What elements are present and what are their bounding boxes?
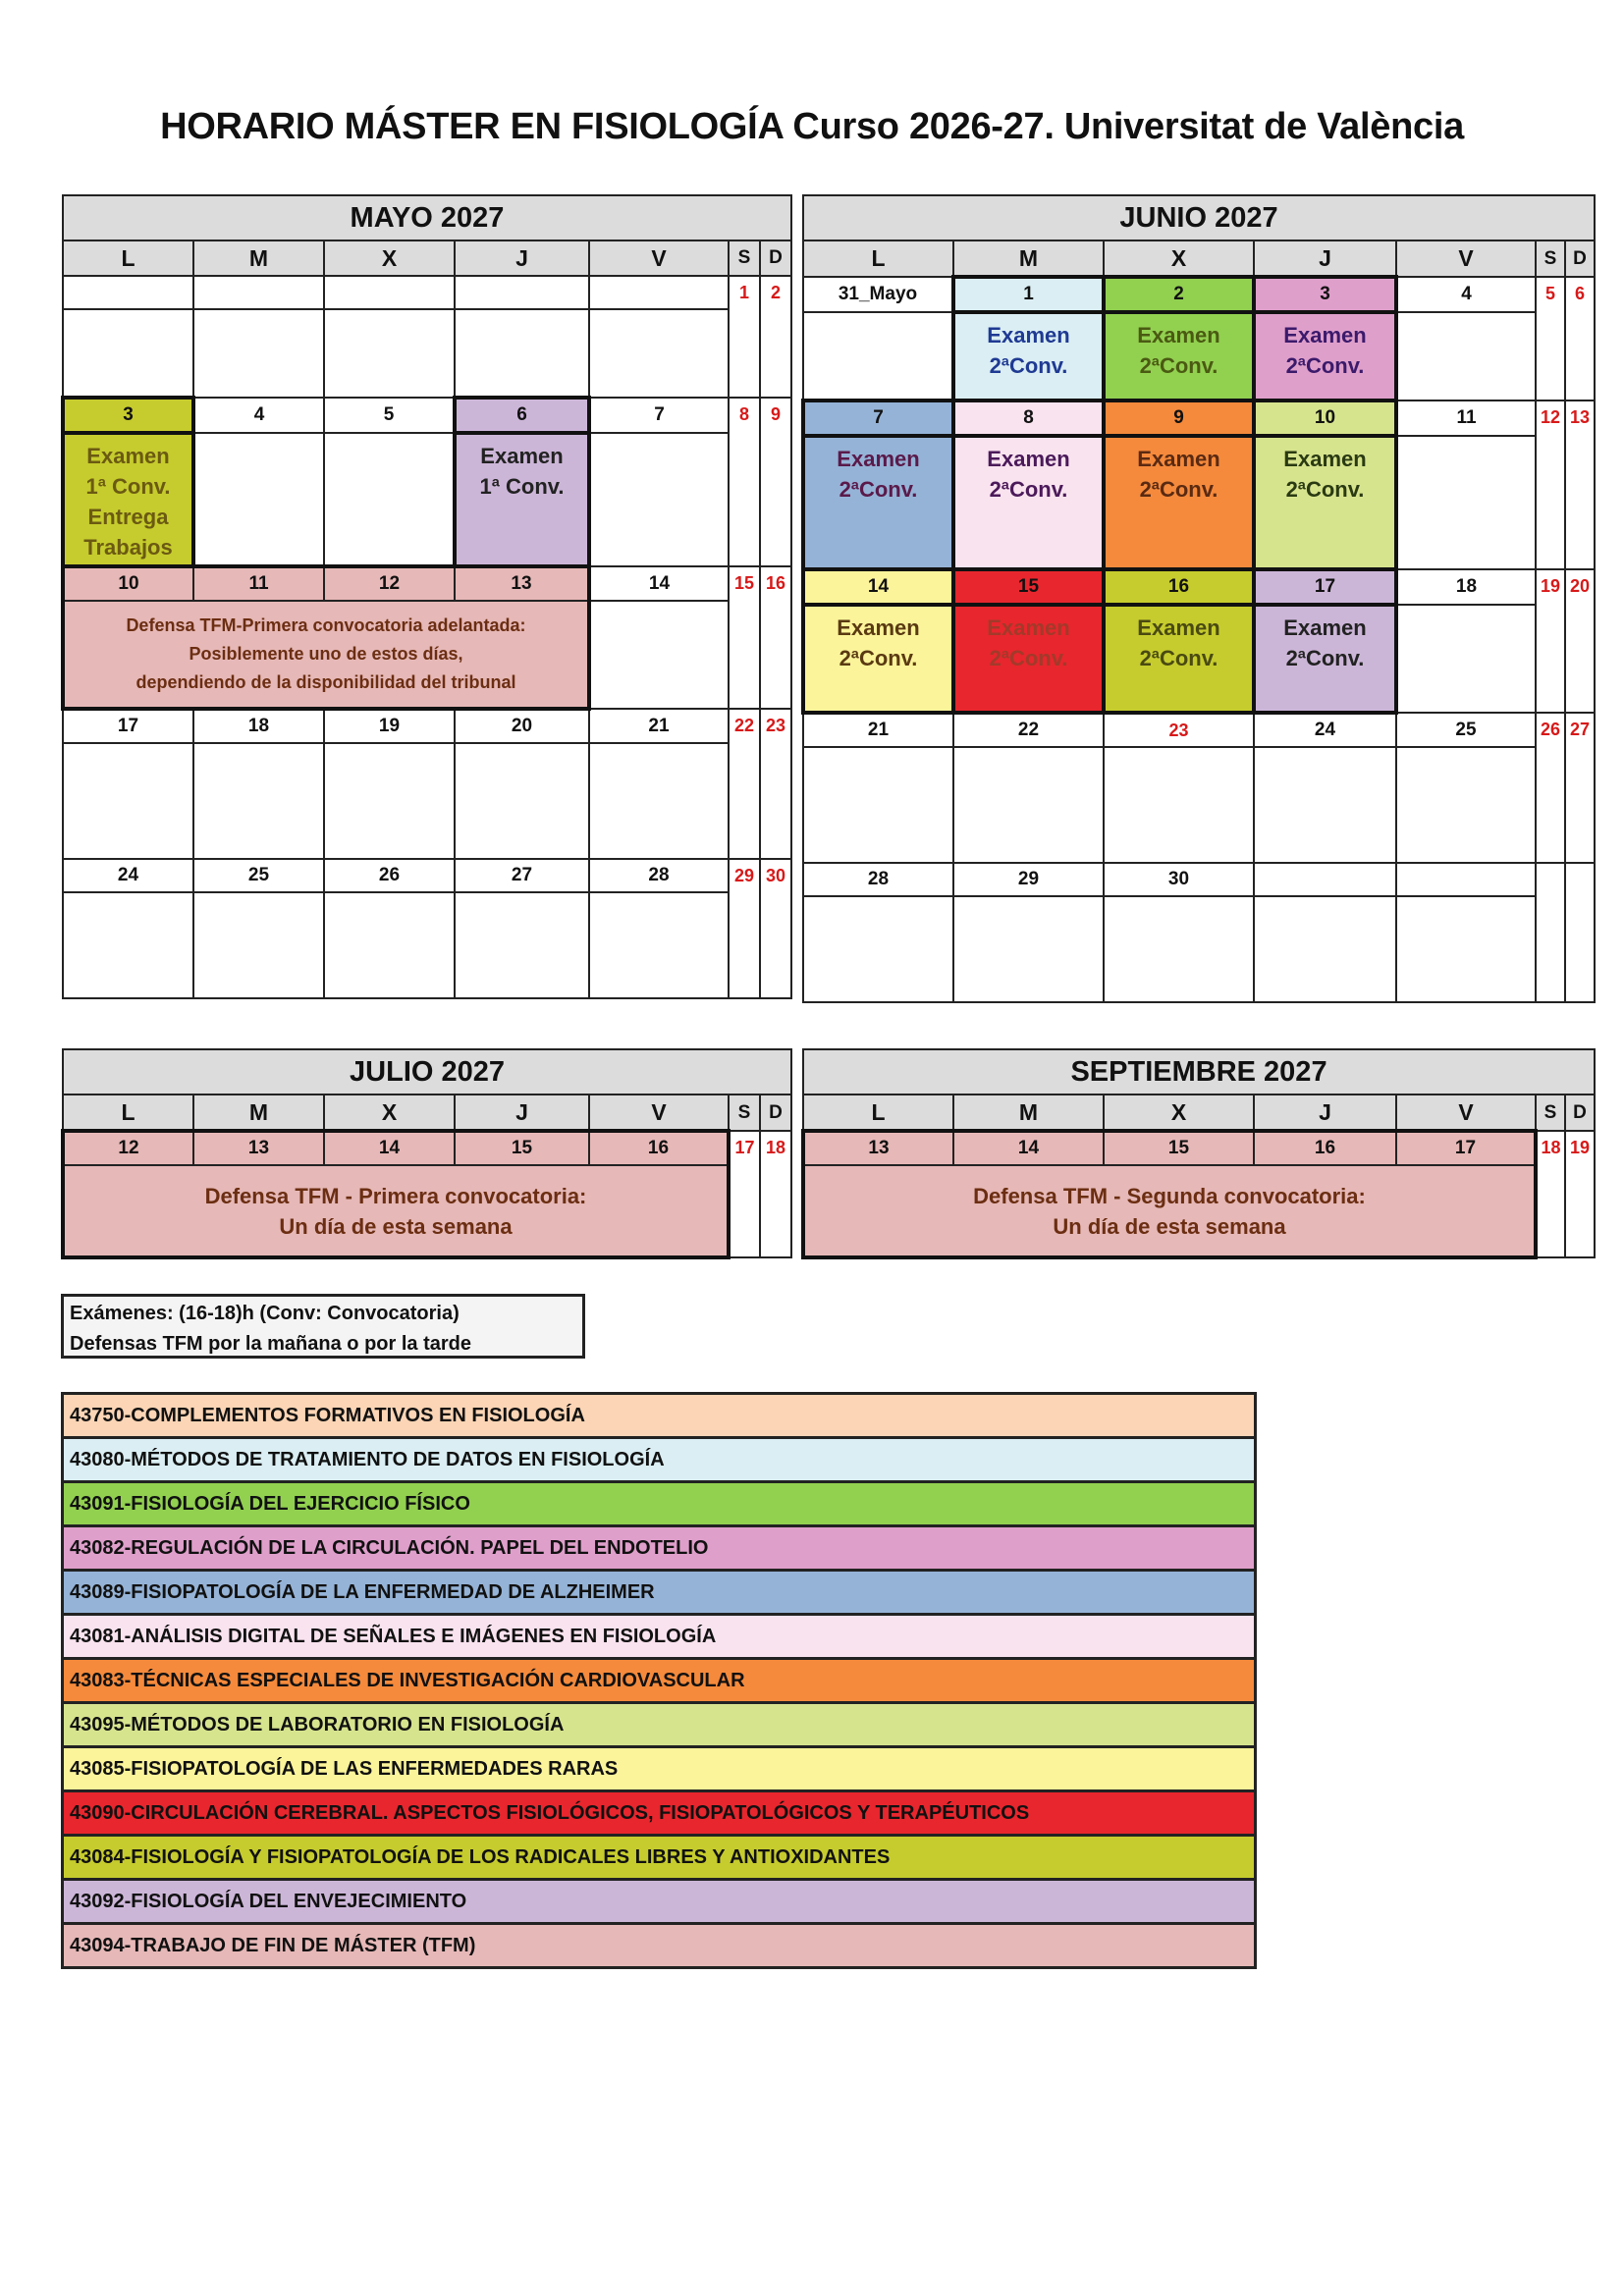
weekend-day: 5 bbox=[1536, 277, 1565, 400]
day-number bbox=[1396, 863, 1536, 896]
legend-item: 43091-FISIOLOGÍA DEL EJERCICIO FÍSICO bbox=[63, 1482, 1256, 1526]
day-number: 4 bbox=[1396, 277, 1536, 312]
day-number: 15 bbox=[953, 569, 1104, 605]
day-cell bbox=[803, 312, 953, 400]
exam-line: 1ª Conv. bbox=[479, 474, 565, 499]
defensa-line: Defensa TFM - Segunda convocatoria: bbox=[973, 1183, 1366, 1208]
day-number: 15 bbox=[455, 1131, 589, 1165]
exam-line: 2ªConv. bbox=[989, 477, 1068, 502]
exam-line: 2ªConv. bbox=[1139, 646, 1218, 670]
day-number bbox=[589, 276, 729, 309]
exam-line: Examen bbox=[1283, 615, 1367, 640]
day-number: 18 bbox=[193, 709, 324, 743]
weekday-l: L bbox=[63, 1095, 193, 1131]
notes-line: Defensas TFM por la mañana o por la tarde bbox=[70, 1333, 471, 1355]
exam-line: 2ªConv. bbox=[1139, 353, 1218, 378]
weekday-m: M bbox=[953, 240, 1104, 277]
day-number bbox=[324, 276, 455, 309]
weekend-day bbox=[1536, 863, 1565, 1002]
exam-line: Examen bbox=[987, 447, 1070, 471]
day-number: 28 bbox=[803, 863, 953, 896]
day-number-holiday: 23 bbox=[1104, 713, 1254, 747]
legend-item: 43090-CIRCULACIÓN CEREBRAL. ASPECTOS FISIOLÓGICOS, FISIOPATOLÓGICOS Y TERAPÉUTICOS bbox=[63, 1791, 1256, 1836]
legend-item: 43084-FISIOLOGÍA Y FISIOPATOLOGÍA DE LOS RADICALES LIBRES Y ANTIOXIDANTES bbox=[63, 1836, 1256, 1880]
day-cell bbox=[1254, 747, 1396, 863]
weekend-day: 30 bbox=[760, 859, 791, 998]
day-number: 30 bbox=[1104, 863, 1254, 896]
day-number: 25 bbox=[1396, 713, 1536, 747]
defensa-line: Un día de esta semana bbox=[1053, 1213, 1286, 1239]
day-cell bbox=[803, 896, 953, 1002]
weekday-j: J bbox=[1254, 240, 1396, 277]
exam-line: Examen bbox=[1283, 447, 1367, 471]
weekday-x: X bbox=[324, 240, 455, 276]
weekend-day: 20 bbox=[1565, 569, 1595, 713]
day-cell bbox=[1396, 896, 1536, 1002]
weekday-s: S bbox=[1536, 240, 1565, 277]
day-number: 3 bbox=[1254, 277, 1396, 312]
notes-line: Exámenes: (16-18)h (Conv: Convocatoria) bbox=[70, 1303, 460, 1324]
day-number: 28 bbox=[589, 859, 729, 892]
subject-legend bbox=[61, 1392, 1257, 1969]
weekday-v: V bbox=[1396, 1095, 1536, 1131]
exam-line: Examen bbox=[1283, 323, 1367, 347]
exam-line: 1ª Conv. bbox=[85, 474, 171, 499]
weekend-day: 13 bbox=[1565, 400, 1595, 569]
exam-line: 2ªConv. bbox=[1285, 353, 1365, 378]
weekend-day: 19 bbox=[1565, 1131, 1595, 1257]
day-number bbox=[193, 276, 324, 309]
exam-line: 2ªConv. bbox=[1139, 477, 1218, 502]
weekend-day: 18 bbox=[1536, 1131, 1565, 1257]
calendar-septiembre bbox=[801, 1048, 1593, 1259]
weekday-s: S bbox=[729, 1095, 760, 1131]
day-number: 9 bbox=[1104, 400, 1254, 436]
day-number: 1 bbox=[953, 277, 1104, 312]
defensa-line: Un día de esta semana bbox=[279, 1213, 513, 1239]
day-cell bbox=[324, 433, 455, 566]
day-cell bbox=[589, 743, 729, 859]
day-number: 17 bbox=[63, 709, 193, 743]
day-number: 14 bbox=[589, 566, 729, 601]
day-number: 16 bbox=[1104, 569, 1254, 605]
day-cell bbox=[324, 743, 455, 859]
day-cell bbox=[455, 309, 589, 398]
day-number: 7 bbox=[589, 398, 729, 433]
calendar-junio bbox=[801, 194, 1593, 1003]
day-number: 21 bbox=[589, 709, 729, 743]
defensa-tfm-segunda bbox=[803, 1165, 1536, 1257]
day-number: 11 bbox=[193, 566, 324, 601]
day-number: 31_Mayo bbox=[803, 277, 953, 312]
weekend-day: 6 bbox=[1565, 277, 1595, 400]
exam-box bbox=[1254, 436, 1396, 569]
exam-box bbox=[953, 312, 1104, 400]
day-cell bbox=[953, 747, 1104, 863]
day-number: 14 bbox=[324, 1131, 455, 1165]
weekend-day: 22 bbox=[729, 709, 760, 859]
day-cell bbox=[63, 743, 193, 859]
day-number bbox=[455, 276, 589, 309]
legend-item: 43750-COMPLEMENTOS FORMATIVOS EN FISIOLOGÍA bbox=[63, 1394, 1256, 1438]
day-number: 13 bbox=[193, 1131, 324, 1165]
exam-line: Examen bbox=[86, 444, 170, 468]
weekend-day: 19 bbox=[1536, 569, 1565, 713]
day-cell bbox=[589, 601, 729, 709]
exam-box bbox=[1104, 436, 1254, 569]
day-number: 6 bbox=[455, 398, 589, 433]
weekday-j: J bbox=[1254, 1095, 1396, 1131]
weekend-day: 23 bbox=[760, 709, 791, 859]
weekend-day: 16 bbox=[760, 566, 791, 709]
defensa-line: Defensa TFM-Primera convocatoria adelantada: bbox=[126, 615, 526, 635]
day-number: 11 bbox=[1396, 400, 1536, 436]
day-number: 20 bbox=[455, 709, 589, 743]
calendar-julio bbox=[61, 1048, 789, 1259]
legend-item: 43095-MÉTODOS DE LABORATORIO EN FISIOLOGÍA bbox=[63, 1703, 1256, 1747]
weekend-day: 27 bbox=[1565, 713, 1595, 863]
day-number: 3 bbox=[63, 398, 193, 433]
defensa-line: dependiendo de la disponibilidad del tribunal bbox=[135, 672, 516, 692]
day-cell bbox=[1396, 312, 1536, 400]
weekend-day: 15 bbox=[729, 566, 760, 709]
exam-line: Examen bbox=[837, 447, 920, 471]
day-number: 17 bbox=[1396, 1131, 1536, 1165]
defensa-line: Defensa TFM - Primera convocatoria: bbox=[204, 1183, 587, 1208]
exam-line: 2ªConv. bbox=[1285, 646, 1365, 670]
weekday-v: V bbox=[1396, 240, 1536, 277]
defensa-tfm-adelantada bbox=[63, 601, 589, 709]
day-cell bbox=[589, 892, 729, 998]
day-cell bbox=[1396, 436, 1536, 569]
day-cell bbox=[193, 309, 324, 398]
exam-box bbox=[803, 605, 953, 713]
legend-item: 43081-ANÁLISIS DIGITAL DE SEÑALES E IMÁGENES EN FISIOLOGÍA bbox=[63, 1615, 1256, 1659]
day-number: 24 bbox=[63, 859, 193, 892]
day-cell bbox=[1104, 747, 1254, 863]
weekend-day: 8 bbox=[729, 398, 760, 566]
day-cell bbox=[455, 743, 589, 859]
exam-box bbox=[1104, 312, 1254, 400]
weekend-day: 29 bbox=[729, 859, 760, 998]
weekday-l: L bbox=[803, 1095, 953, 1131]
weekend-day bbox=[1565, 863, 1595, 1002]
legend-item: 43082-REGULACIÓN DE LA CIRCULACIÓN. PAPEL DEL ENDOTELIO bbox=[63, 1526, 1256, 1571]
day-cell bbox=[193, 892, 324, 998]
day-number: 13 bbox=[803, 1131, 953, 1165]
month-title: SEPTIEMBRE 2027 bbox=[803, 1049, 1595, 1095]
weekday-m: M bbox=[953, 1095, 1104, 1131]
day-number: 25 bbox=[193, 859, 324, 892]
exam-line: Entrega bbox=[87, 505, 169, 529]
exam-box bbox=[63, 433, 193, 566]
exam-box bbox=[1104, 605, 1254, 713]
day-number: 12 bbox=[63, 1131, 193, 1165]
exam-line: Examen bbox=[1137, 323, 1220, 347]
weekday-x: X bbox=[1104, 1095, 1254, 1131]
exam-line: Examen bbox=[1137, 447, 1220, 471]
day-cell bbox=[455, 892, 589, 998]
page-title: HORARIO MÁSTER EN FISIOLOGÍA Curso 2026-27. Universitat de València bbox=[160, 106, 1464, 147]
defensa-tfm-primera bbox=[63, 1165, 729, 1257]
day-number: 8 bbox=[953, 400, 1104, 436]
day-number: 7 bbox=[803, 400, 953, 436]
exam-line: 2ªConv. bbox=[839, 646, 918, 670]
month-title: JUNIO 2027 bbox=[803, 195, 1595, 240]
day-cell bbox=[1104, 896, 1254, 1002]
weekday-d: D bbox=[760, 1095, 791, 1131]
day-number: 24 bbox=[1254, 713, 1396, 747]
exam-line: Trabajos bbox=[83, 535, 173, 560]
exam-box bbox=[803, 436, 953, 569]
weekday-v: V bbox=[589, 240, 729, 276]
day-number: 14 bbox=[803, 569, 953, 605]
exam-line: 2ªConv. bbox=[989, 353, 1068, 378]
weekday-m: M bbox=[193, 1095, 324, 1131]
exam-line: Examen bbox=[987, 615, 1070, 640]
day-number: 19 bbox=[324, 709, 455, 743]
day-number: 15 bbox=[1104, 1131, 1254, 1165]
day-number: 2 bbox=[1104, 277, 1254, 312]
day-number: 4 bbox=[193, 398, 324, 433]
exam-box bbox=[1254, 605, 1396, 713]
day-number: 12 bbox=[324, 566, 455, 601]
day-number: 18 bbox=[1396, 569, 1536, 605]
weekday-l: L bbox=[63, 240, 193, 276]
day-number: 29 bbox=[953, 863, 1104, 896]
weekday-v: V bbox=[589, 1095, 729, 1131]
day-cell bbox=[803, 747, 953, 863]
day-cell bbox=[953, 896, 1104, 1002]
weekday-d: D bbox=[760, 240, 791, 276]
day-number: 14 bbox=[953, 1131, 1104, 1165]
weekend-day: 12 bbox=[1536, 400, 1565, 569]
day-cell bbox=[324, 309, 455, 398]
exam-line: 2ªConv. bbox=[989, 646, 1068, 670]
day-number: 21 bbox=[803, 713, 953, 747]
exam-line: Examen bbox=[837, 615, 920, 640]
weekday-l: L bbox=[803, 240, 953, 277]
day-cell bbox=[193, 433, 324, 566]
legend-item: 43083-TÉCNICAS ESPECIALES DE INVESTIGACIÓN CARDIOVASCULAR bbox=[63, 1659, 1256, 1703]
day-cell bbox=[324, 892, 455, 998]
calendar-mayo bbox=[61, 194, 789, 999]
day-number bbox=[1254, 863, 1396, 896]
weekday-d: D bbox=[1565, 240, 1595, 277]
month-title: JULIO 2027 bbox=[63, 1049, 791, 1095]
day-number bbox=[63, 276, 193, 309]
weekday-s: S bbox=[729, 240, 760, 276]
exam-line: Examen bbox=[987, 323, 1070, 347]
month-title: MAYO 2027 bbox=[63, 195, 791, 240]
exam-line: Examen bbox=[480, 444, 564, 468]
day-cell bbox=[1396, 605, 1536, 713]
weekday-x: X bbox=[1104, 240, 1254, 277]
day-number: 10 bbox=[1254, 400, 1396, 436]
day-cell bbox=[63, 892, 193, 998]
notes-box bbox=[61, 1294, 585, 1359]
day-number: 27 bbox=[455, 859, 589, 892]
day-number: 10 bbox=[63, 566, 193, 601]
weekday-s: S bbox=[1536, 1095, 1565, 1131]
day-cell bbox=[63, 309, 193, 398]
day-cell bbox=[1396, 747, 1536, 863]
day-cell bbox=[589, 309, 729, 398]
weekday-j: J bbox=[455, 240, 589, 276]
weekday-d: D bbox=[1565, 1095, 1595, 1131]
weekend-day: 17 bbox=[729, 1131, 760, 1257]
exam-box bbox=[953, 605, 1104, 713]
legend-item: 43094-TRABAJO DE FIN DE MÁSTER (TFM) bbox=[63, 1924, 1256, 1968]
exam-line: 2ªConv. bbox=[1285, 477, 1365, 502]
day-cell bbox=[589, 433, 729, 566]
day-number: 16 bbox=[1254, 1131, 1396, 1165]
weekend-day: 26 bbox=[1536, 713, 1565, 863]
legend-item: 43080-MÉTODOS DE TRATAMIENTO DE DATOS EN FISIOLOGÍA bbox=[63, 1438, 1256, 1482]
exam-line: Examen bbox=[1137, 615, 1220, 640]
weekend-day: 9 bbox=[760, 398, 791, 566]
day-number: 5 bbox=[324, 398, 455, 433]
exam-box bbox=[953, 436, 1104, 569]
day-number: 13 bbox=[455, 566, 589, 601]
weekend-day: 18 bbox=[760, 1131, 791, 1257]
day-number: 16 bbox=[589, 1131, 729, 1165]
defensa-line: Posiblemente uno de estos días, bbox=[189, 644, 463, 664]
weekday-j: J bbox=[455, 1095, 589, 1131]
weekend-day: 2 bbox=[760, 276, 791, 398]
exam-line: 2ªConv. bbox=[839, 477, 918, 502]
day-number: 22 bbox=[953, 713, 1104, 747]
weekday-x: X bbox=[324, 1095, 455, 1131]
legend-item: 43089-FISIOPATOLOGÍA DE LA ENFERMEDAD DE ALZHEIMER bbox=[63, 1571, 1256, 1615]
day-number: 17 bbox=[1254, 569, 1396, 605]
exam-box bbox=[1254, 312, 1396, 400]
day-number: 26 bbox=[324, 859, 455, 892]
exam-box bbox=[455, 433, 589, 566]
day-cell bbox=[193, 743, 324, 859]
weekday-m: M bbox=[193, 240, 324, 276]
day-cell bbox=[1254, 896, 1396, 1002]
legend-item: 43085-FISIOPATOLOGÍA DE LAS ENFERMEDADES RARAS bbox=[63, 1747, 1256, 1791]
legend-item: 43092-FISIOLOGÍA DEL ENVEJECIMIENTO bbox=[63, 1880, 1256, 1924]
weekend-day: 1 bbox=[729, 276, 760, 398]
